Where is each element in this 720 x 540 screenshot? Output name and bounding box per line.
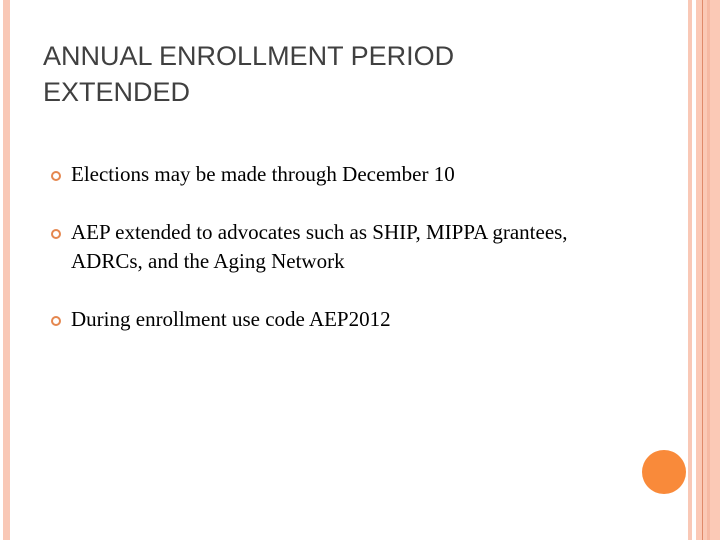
left-border-stripe — [3, 0, 10, 540]
bullet-text: During enrollment use code AEP2012 — [71, 307, 391, 331]
decorative-circle — [642, 450, 686, 494]
right-border-line — [702, 0, 703, 540]
bullet-item — [50, 160, 610, 189]
bullet-item — [50, 305, 610, 334]
bullet-circle-icon — [51, 229, 61, 239]
bullet-list — [50, 160, 610, 345]
bullet-circle-icon — [51, 316, 61, 326]
right-border-stripe-inner — [707, 0, 710, 540]
slide-title: ANNUAL ENROLLMENT PERIOD EXTENDED — [43, 41, 455, 107]
bullet-text: AEP extended to advocates such as SHIP, MIPPA grantees, ADRCs, and the Aging Network — [71, 220, 568, 273]
bullet-circle-icon — [51, 171, 61, 181]
right-border-stripe — [688, 0, 692, 540]
bullet-text: Elections may be made through December 10 — [71, 162, 455, 186]
bullet-item — [50, 218, 610, 276]
